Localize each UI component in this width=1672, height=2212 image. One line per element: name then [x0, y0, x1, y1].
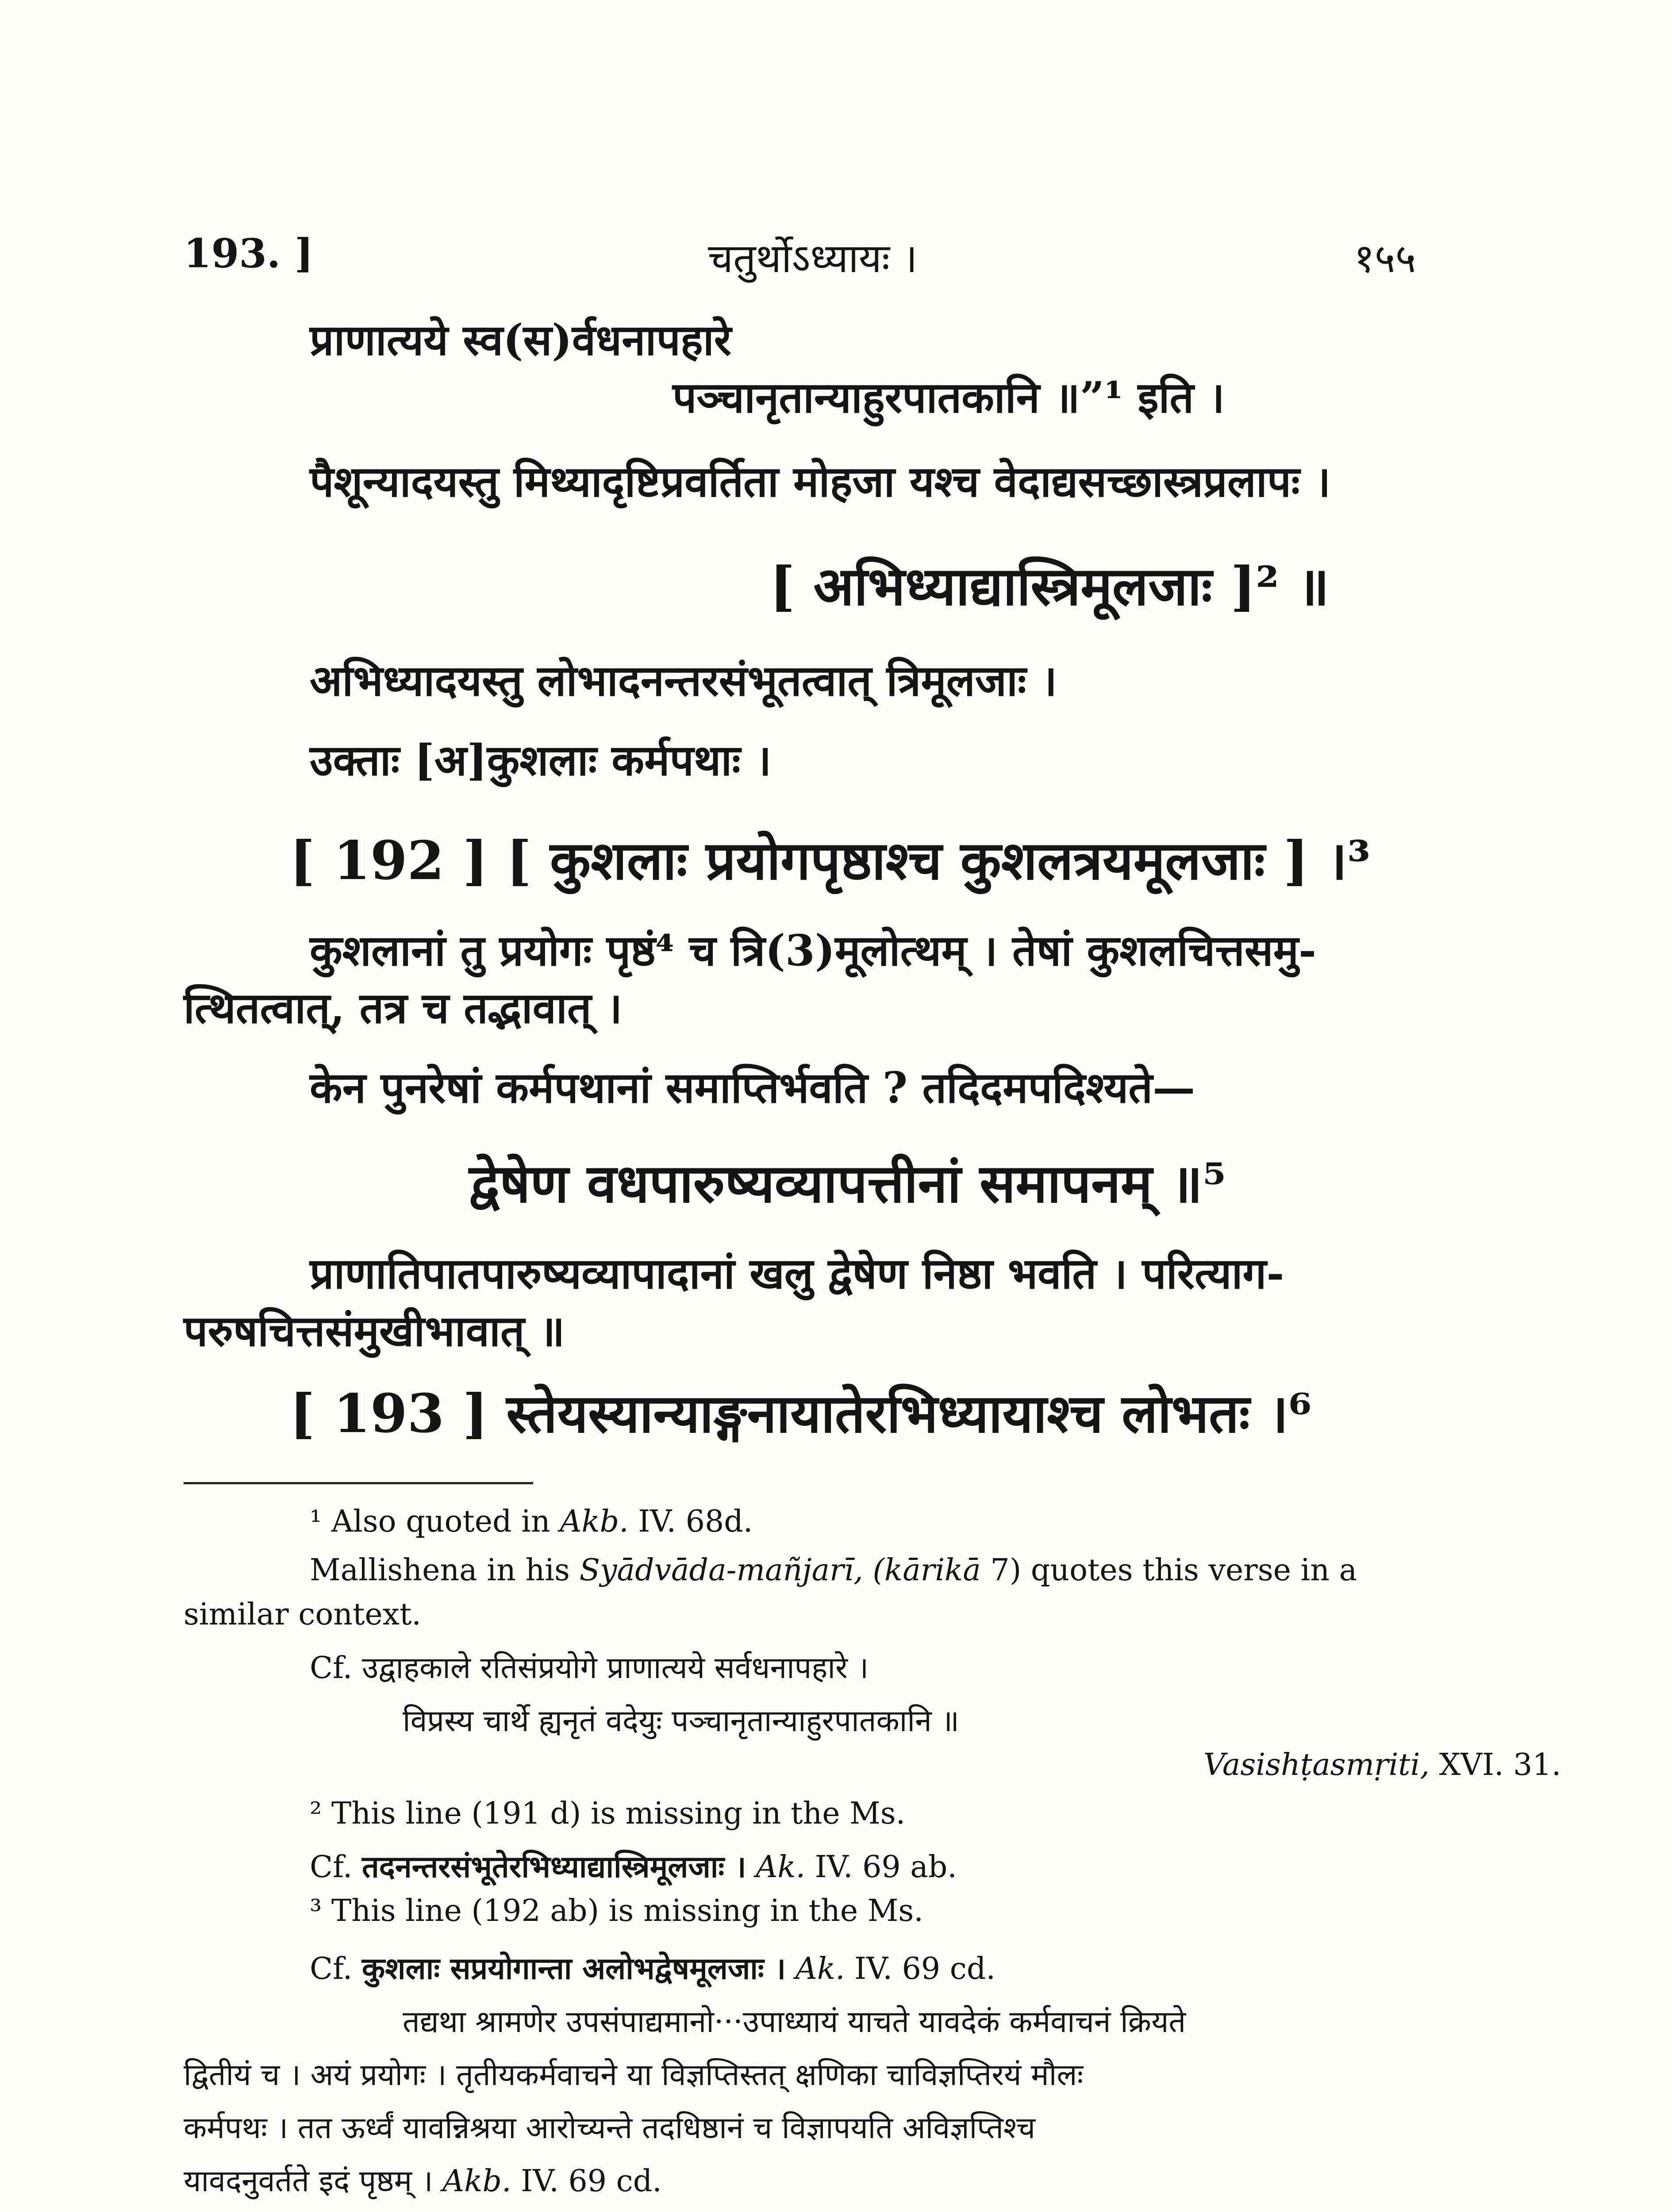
cf-label: Cf. — [310, 1951, 353, 1986]
vasishta-title: Vasishṭasmṛiti, — [1203, 1747, 1430, 1782]
footnote-1-marker: ¹ — [310, 1504, 322, 1539]
verse-line-1: प्राणात्यये स्व(स)र्वधनापहारे — [310, 315, 732, 365]
footnote-2-cf — [310, 1845, 957, 1886]
footnote-1-cont-title: Syādvāda-mañjarī, (kārikā — [579, 1553, 981, 1588]
footnote-1-cont — [310, 1553, 1357, 1588]
footnote-cf-verse-2: विप्रस्य चार्थे ह्यनृतं वदेयुः पञ्चानृतान्याहुरपातकानि ॥ — [403, 1704, 960, 1739]
footnote-divider — [184, 1482, 533, 1484]
commentary-line-6b: परुषचित्तसंमुखीभावात् ॥ — [184, 1306, 565, 1356]
commentary-line-3: उक्ताः [अ]कुशलाः कर्मपथाः । — [310, 735, 772, 785]
vasishta-ref: XVI. 31. — [1439, 1747, 1561, 1782]
footnote-1 — [310, 1504, 753, 1539]
footnote-4-sanskrit: यावदनुवर्तते इदं पृष्ठम् । — [184, 2164, 433, 2199]
page-number: १५५ — [1354, 235, 1416, 282]
footnote-3: ³ This line (192 ab) is missing in the Ms. — [310, 1893, 923, 1928]
commentary-line-6a: प्राणातिपातपारुष्यव्यापादानां खलु द्वेषेण निष्ठा भवति । परित्याग- — [310, 1248, 1284, 1298]
footnote-4-line-4 — [184, 2159, 662, 2200]
footnote-1-ref: IV. 68d. — [638, 1504, 753, 1539]
commentary-line-5: केन पुनरेषां कर्मपथानां समाप्तिर्भवति ? तदिदमपदिश्यते— — [310, 1063, 1195, 1113]
karika-193: [ 193 ] स्तेयस्यान्याङ्गनायातेरभिध्यायाश्च लोभतः ।⁶ — [290, 1382, 1312, 1445]
footnote-cf-verse-1: Cf. उद्वाहकाले रतिसंप्रयोगे प्राणात्यये सर्वधनापहारे । — [310, 1651, 869, 1686]
akb-abbrev: Akb. — [442, 2164, 511, 2199]
karika-192: [ 192 ] [ कुशलाः प्रयोगपृष्ठाश्च कुशलत्रयमूलजाः ] ।³ — [290, 830, 1371, 892]
commentary-line-1: पैशून्यादयस्तु मिथ्यादृष्टिप्रवर्तिता मोहजा यश्च वेदाद्यसच्छास्त्रप्रलापः । — [310, 457, 1331, 507]
cf-sanskrit: तदनन्तरसंभूतेरभिध्याद्यास्त्रिमूलजाः । — [362, 1849, 746, 1885]
footnote-1-abbrev: Akb. — [560, 1504, 629, 1539]
footnote-4-line-2: द्वितीयं च । अयं प्रयोगः । तृतीयकर्मवाचने या विज्ञप्तिस्तत् क्षणिका चाविज्ञप्तिरयं मौलः — [184, 2058, 1084, 2093]
footnote-vasishta — [1203, 1747, 1561, 1782]
footnote-4-line-3: कर्मपथः । तत ऊर्ध्वं यावन्निश्रया आरोच्यन्ते तदधिष्ठानं च विज्ञापयति अविज्ञप्तिश्च — [184, 2111, 1036, 2146]
commentary-line-4a: कुशलानां तु प्रयोगः पृष्ठं⁴ च त्रि(3)मूलोत्थम् । तेषां कुशलचित्तसमु- — [310, 926, 1316, 975]
cf-label: Cf. — [310, 1850, 353, 1885]
commentary-line-2: अभिध्यादयस्तु लोभादनन्तरसंभूतत्वात् त्रिमूलजाः । — [310, 656, 1057, 706]
footnote-1-cont-a: Mallishena in his — [310, 1553, 570, 1588]
ak-ref: IV. 69 ab. — [815, 1850, 957, 1885]
footnote-3-cf — [310, 1947, 996, 1988]
ak-abbrev: Ak. — [795, 1951, 845, 1986]
cf-sanskrit: कुशलाः सप्रयोगान्ता अलोभद्वेषमूलजाः । — [362, 1951, 786, 1986]
running-title: चतुर्थोऽध्यायः । — [708, 235, 918, 282]
footnote-4-line-1: तद्यथा श्रामणेर उपसंपाद्यमानो···उपाध्यायं याचते यावदेकं कर्मवाचनं क्रियते — [403, 2005, 1186, 2039]
page-section-number: 193. ] — [184, 230, 314, 277]
commentary-line-4b: त्थितत्वात्, तत्र च तद्भावात् । — [184, 983, 623, 1033]
footnote-2: ² This line (191 d) is missing in the Ms. — [310, 1796, 906, 1831]
footnote-1-cont2: similar context. — [184, 1597, 421, 1632]
footnote-1-cont-b: 7) quotes this verse in a — [990, 1553, 1357, 1588]
akb-ref: IV. 69 cd. — [521, 2164, 662, 2199]
karika-191d: [ अभिध्याद्यास्त्रिमूलजाः ]² ॥ — [770, 555, 1330, 618]
footnote-1-text: Also quoted in — [331, 1504, 550, 1539]
ak-abbrev: Ak. — [756, 1850, 806, 1885]
verse-line-2: पञ्चानृतान्याहुरपातकानि ॥”¹ इति । — [673, 373, 1225, 422]
karika-192-line2: द्वेषेण वधपारुष्यव्यापत्तीनां समापनम् ॥⁵ — [469, 1152, 1226, 1215]
ak-ref: IV. 69 cd. — [854, 1951, 996, 1986]
